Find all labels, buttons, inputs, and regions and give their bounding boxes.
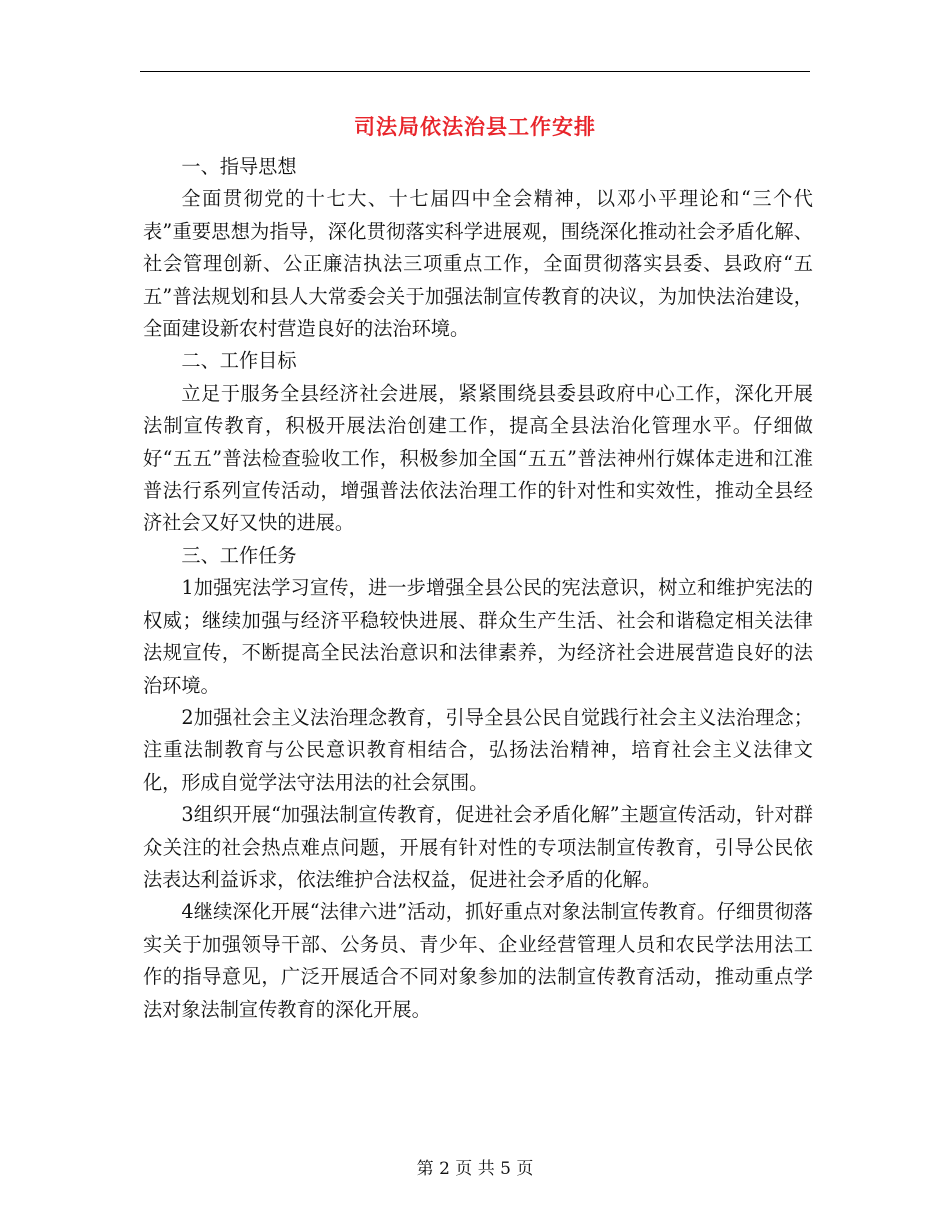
section-heading-work-goals: 二、工作目标 <box>181 349 297 373</box>
paragraph-task-3: 3组织开展“加强法制宣传教育，促进社会矛盾化解”主题宣传活动，针对群众关注的社会热点难点问题，开展有针对性的专项法制宣传教育，引导公民依法表达利益诉求，依法维护合法权益，促进社会矛盾的化解。 <box>143 803 813 891</box>
document-title: 司法局依法治县工作安排 <box>354 115 596 139</box>
paragraph-work-goals: 立足于服务全县经济社会进展，紧紧围绕县委县政府中心工作，深化开展法制宣传教育，积极开展法治创建工作，提高全县法治化管理水平。仔细做好“五五”普法检查验收工作，积极参加全国“五五”普法神州行媒体走进和江淮普法行系列宣传活动，增强普法依法治理工作的针对性和实效性，推动全县经济社会又好又快的进展。 <box>143 381 813 535</box>
paragraph-task-2: 2加强社会主义法治理念教育，引导全县公民自觉践行社会主义法治理念；注重法制教育与公民意识教育相结合，弘扬法治精神，培育社会主义法律文化，形成自觉学法守法用法的社会氛围。 <box>143 705 813 794</box>
section-heading-work-tasks: 三、工作任务 <box>181 543 297 567</box>
section-heading-guiding-ideology: 一、指导思想 <box>181 155 297 178</box>
paragraph-task-4: 4继续深化开展“法律六进”活动，抓好重点对象法制宣传教育。仔细贯彻落实关于加强领导干部、公务员、青少年、企业经营管理人员和农民学法用法工作的指导意见，广泛开展适合不同对象参加的法制宣传教育活动，推动重点学法对象法制宣传教育的深化开展。 <box>143 900 813 1021</box>
paragraph-task-1: 1加强宪法学习宣传，进一步增强全县公民的宪法意识，树立和维护宪法的权威；继续加强与经济平稳较快进展、群众生产生活、社会和谐稳定相关法律法规宣传，不断提高全民法治意识和法律素养，为经济社会进展营造良好的法治环境。 <box>143 576 813 697</box>
page-number-footer: 第 2 页 共 5 页 <box>416 1159 534 1179</box>
header-rule <box>140 71 810 72</box>
paragraph-guiding-ideology: 全面贯彻党的十七大、十七届四中全会精神，以邓小平理论和“三个代表”重要思想为指导，深化贯彻落实科学进展观，围绕深化推动社会矛盾化解、社会管理创新、公正廉洁执法三项重点工作，全面贯彻落实县委、县政府“五五”普法规划和县人大常委会关于加强法制宣传教育的决议，为加快法治建设，全面建设新农村营造良好的法治环境。 <box>143 187 813 341</box>
document-body <box>143 151 813 1026</box>
